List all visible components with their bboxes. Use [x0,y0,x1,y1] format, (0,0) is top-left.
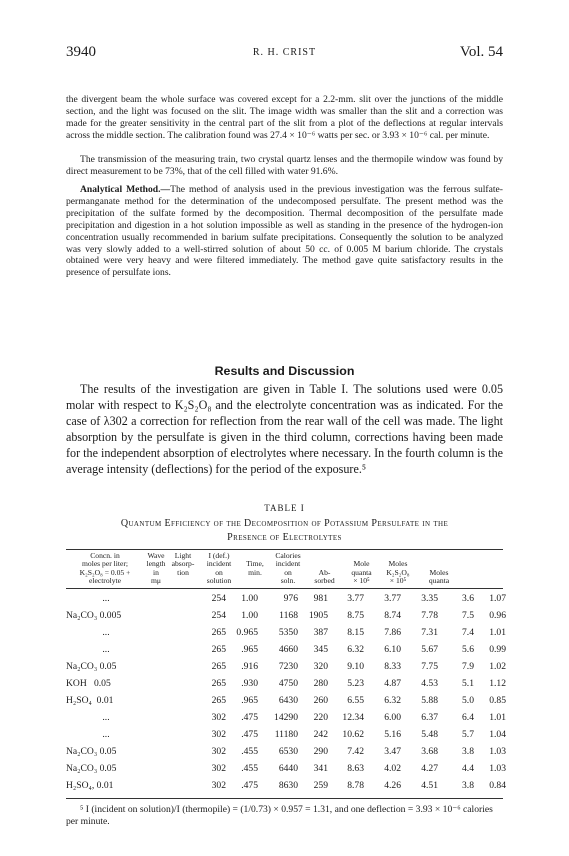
table-cell: 259 [313,780,328,791]
table-cell: 1.07 [489,593,506,604]
table-cell: 0.96 [489,610,506,621]
table-cell: 1.02 [489,661,506,672]
table-cell: 8.15 [347,627,364,638]
table-cell: 6440 [278,763,298,774]
table-cell: 5350 [278,627,298,638]
table-cell: 981 [313,593,328,604]
table-cell: 12.34 [342,712,364,723]
column-header: Moles quanta [428,567,450,586]
column-header: Concn. in moles per liter; K₂S₂O₈ = 0.05 + electrolyte [79,551,131,586]
table-cell: 302 [211,729,226,740]
table-cell: 1.01 [489,712,506,723]
table-cell: 0.85 [489,695,506,706]
table-row [66,627,506,640]
table-cell: .475 [241,712,258,723]
table-cell: Na₂CO₃ 0.005 [66,610,122,621]
table-cell: 302 [211,780,226,791]
table-row [66,678,506,691]
table-cell: 5.0 [462,695,474,706]
table-cell: 5.7 [462,729,474,740]
paragraph-calibration: the divergent beam the whole surface was covered except for a 2.2-mm. slit over the junctions of the middle section, and the light was focused on the slit. The image width was smaller than the slit and a correction was made for the greater sensitivity in the central part of the slit from a plot of the deflections at regular intervals across the middle section. The calibration found was 27.4 × 10⁻⁶ watts per sec. or 3.93 × 10⁻⁶ cal. per minute. [66,94,503,141]
paragraph-analytical-method [66,184,503,279]
table-cell: .455 [241,746,258,757]
table-cell: 5.23 [347,678,364,689]
table-cell: 220 [313,712,328,723]
table-cell: 265 [211,678,226,689]
table-cell: ... [102,627,110,638]
column-header: Moles K₂S₂O₈ × 10⁵ [386,559,410,586]
table-cell: 5.16 [384,729,401,740]
column-header: Mole quanta × 10⁵ [351,559,372,586]
table-cell: 265 [211,627,226,638]
table-cell: 4.26 [384,780,401,791]
paragraph-transmission: The transmission of the measuring train, two crystal quartz lenses and the thermopile window was found by direct measurement to be 73%, that of the cell filled with water 91.6%. [66,154,503,177]
table-title [66,517,503,545]
table-cell: ... [102,729,110,740]
table-cell: 4750 [278,678,298,689]
table-row [66,593,506,606]
table-cell: 8.75 [347,610,364,621]
running-header [66,44,503,64]
table-row [66,712,506,725]
table-cell: 3.35 [421,593,438,604]
table-cell: 4.02 [384,763,401,774]
table-title-line1: Quantum Efficiency of the Decomposition of Potassium Persulfate in the [120,518,449,529]
table-cell: Na₂CO₃ 0.05 [66,746,117,757]
table-cell: 8.63 [347,763,364,774]
table-cell: .965 [241,644,258,655]
table-cell: 254 [211,593,226,604]
table-cell: 302 [211,746,226,757]
table-cell: H₂SO₄, 0.01 [66,780,114,791]
table-cell: 14290 [274,712,298,723]
table-cell: 1168 [279,610,298,621]
table-cell: 1.00 [241,610,258,621]
column-header: Light absorp- tion [171,551,195,577]
table-cell: 4.4 [462,763,474,774]
table-cell: 6.37 [421,712,438,723]
table-cell: 302 [211,763,226,774]
table-cell: 1.04 [489,729,506,740]
table-cell: 4.87 [384,678,401,689]
column-header: Ab- sorbed [314,567,335,586]
volume-label: Vol. 54 [459,44,503,60]
table-cell: 5.6 [462,644,474,655]
table-cell: KOH 0.05 [66,678,111,689]
table-cell: 345 [313,644,328,655]
table-cell: 3.6 [462,593,474,604]
table-cell: 280 [313,678,328,689]
table-header-rule [66,588,503,589]
table-cell: 3.77 [347,593,364,604]
table-cell: 7.42 [347,746,364,757]
table-cell: 6.55 [347,695,364,706]
column-header: Wave length in mμ [146,551,166,586]
table-cell: 3.8 [462,746,474,757]
table-cell: 320 [313,661,328,672]
table-caption: TABLE I [264,503,305,513]
table-bottom-rule [66,798,503,799]
table-cell: 3.8 [462,780,474,791]
table-cell: 3.47 [384,746,401,757]
table-cell: 6.4 [462,712,474,723]
table-cell: 260 [313,695,328,706]
analytical-method-text: The method of analysis used in the previous investigation was the ferrous sulfate-permanganate method for the determination of the undecomposed persulfate. The present method was the precipitation of the sulfate formed by the decomposition. Thermal decomposition of the persulfate made precipitation and digestion in a hot solution impossible as well as standing in the presence of the hydrogen-ion concentration usually recommended in barium sulfate precipitations. Consequently the solution to be analyzed was very slowly added to a well-stirred solution of about 50 cc. of 0.005 M barium chloride. The crystals obtained were very heavy and were filtered immediately. The method gave quite satisfactory results in the presence of persulfate ions. [66,184,503,279]
table-cell: 341 [313,763,328,774]
table-cell: 8.78 [347,780,364,791]
table-cell: 6.32 [384,695,401,706]
table-cell: 8.33 [384,661,401,672]
table-cell: .475 [241,729,258,740]
column-header: I (def.) incident on solution [206,551,232,586]
column-header: Calories incident on soln. [275,551,301,586]
table-cell: .455 [241,763,258,774]
table-title-line2: Presence of Electrolytes [227,532,342,543]
table-row [66,746,506,759]
table-cell: 6.10 [384,644,401,655]
table-cell: 1.01 [489,627,506,638]
table-cell: 3.77 [384,593,401,604]
table-cell: 265 [211,695,226,706]
table-cell: .965 [241,695,258,706]
table-cell: 290 [313,746,328,757]
table-cell: 6430 [278,695,298,706]
table-cell: 302 [211,712,226,723]
table-cell: 5.48 [421,729,438,740]
table-cell: 7.75 [421,661,438,672]
page-number: 3940 [66,44,96,60]
table-cell: 387 [313,627,328,638]
table-cell: 6.00 [384,712,401,723]
table-cell: 7.86 [384,627,401,638]
table-row [66,763,506,776]
table-cell: 7.4 [462,627,474,638]
table-cell: 0.84 [489,780,506,791]
table-cell: 7.31 [421,627,438,638]
table-cell: 1.03 [489,763,506,774]
section-title: Results and Discussion [214,364,355,378]
table-cell: 3.68 [421,746,438,757]
table-cell: Na₂CO₃ 0.05 [66,763,117,774]
table-cell: 1.12 [489,678,506,689]
table-cell: 5.1 [462,678,474,689]
table-cell: 1.03 [489,746,506,757]
table-cell: 7.78 [421,610,438,621]
table-cell: 265 [211,644,226,655]
table-cell: .930 [241,678,258,689]
table-cell: H₂SO₄ 0.01 [66,695,114,706]
paragraph-results: The results of the investigation are given in Table I. The solutions used were 0.05 molar with respect to K₂S₂O₈ and the electrolyte concentration was as indicated. For the case of λ302 a correction for reflection from the rear wall of the cell was made. The light absorption by the persulfate is given in the third column, corrections having been made for the independent absorption of electrolytes where necessary. In the fourth column is the average intensity (deflections) for the period of the exposure.⁵ [66,382,503,476]
table-cell: 1905 [308,610,328,621]
table-cell: Na₂CO₃ 0.05 [66,661,117,672]
table-cell: ... [102,593,110,604]
table-cell: .475 [241,780,258,791]
table-cell: 4.53 [421,678,438,689]
table-cell: ... [102,644,110,655]
table-cell: 6.32 [347,644,364,655]
table-cell: 8630 [278,780,298,791]
table-cell: ... [102,712,110,723]
table-cell: 265 [211,661,226,672]
table-cell: 11180 [274,729,298,740]
table-row [66,644,506,657]
running-author: R. H. CRIST [252,47,317,58]
table-cell: 0.99 [489,644,506,655]
table-cell: 6530 [278,746,298,757]
table-cell: 7.5 [462,610,474,621]
table-cell: .916 [241,661,258,672]
table-cell: 7230 [278,661,298,672]
table-cell: 4.27 [421,763,438,774]
table-row [66,695,506,708]
table-cell: 242 [313,729,328,740]
table-cell: 254 [211,610,226,621]
table-cell: 9.10 [347,661,364,672]
table-cell: 0.965 [236,627,258,638]
table-cell: 5.88 [421,695,438,706]
table-row [66,610,506,623]
table-cell: 4660 [278,644,298,655]
table-row [66,729,506,742]
table-cell: 7.9 [462,661,474,672]
table-cell: 10.62 [342,729,364,740]
column-header: Time, min. [246,559,264,577]
table-cell: 5.67 [421,644,438,655]
table-cell: 1.00 [241,593,258,604]
table-cell: 976 [283,593,298,604]
table-top-rule [66,549,503,550]
table-row [66,661,506,674]
table-row [66,780,506,793]
table-cell: 8.74 [384,610,401,621]
footnote: ⁵ I (incident on solution)/I (thermopile) = (1/0.73) × 0.957 = 1.31, and one deflection = 3.93 × 10⁻⁶ calories per minute. [66,804,493,827]
table-cell: 4.51 [421,780,438,791]
analytical-method-heading: Analytical Method.— [80,184,171,195]
